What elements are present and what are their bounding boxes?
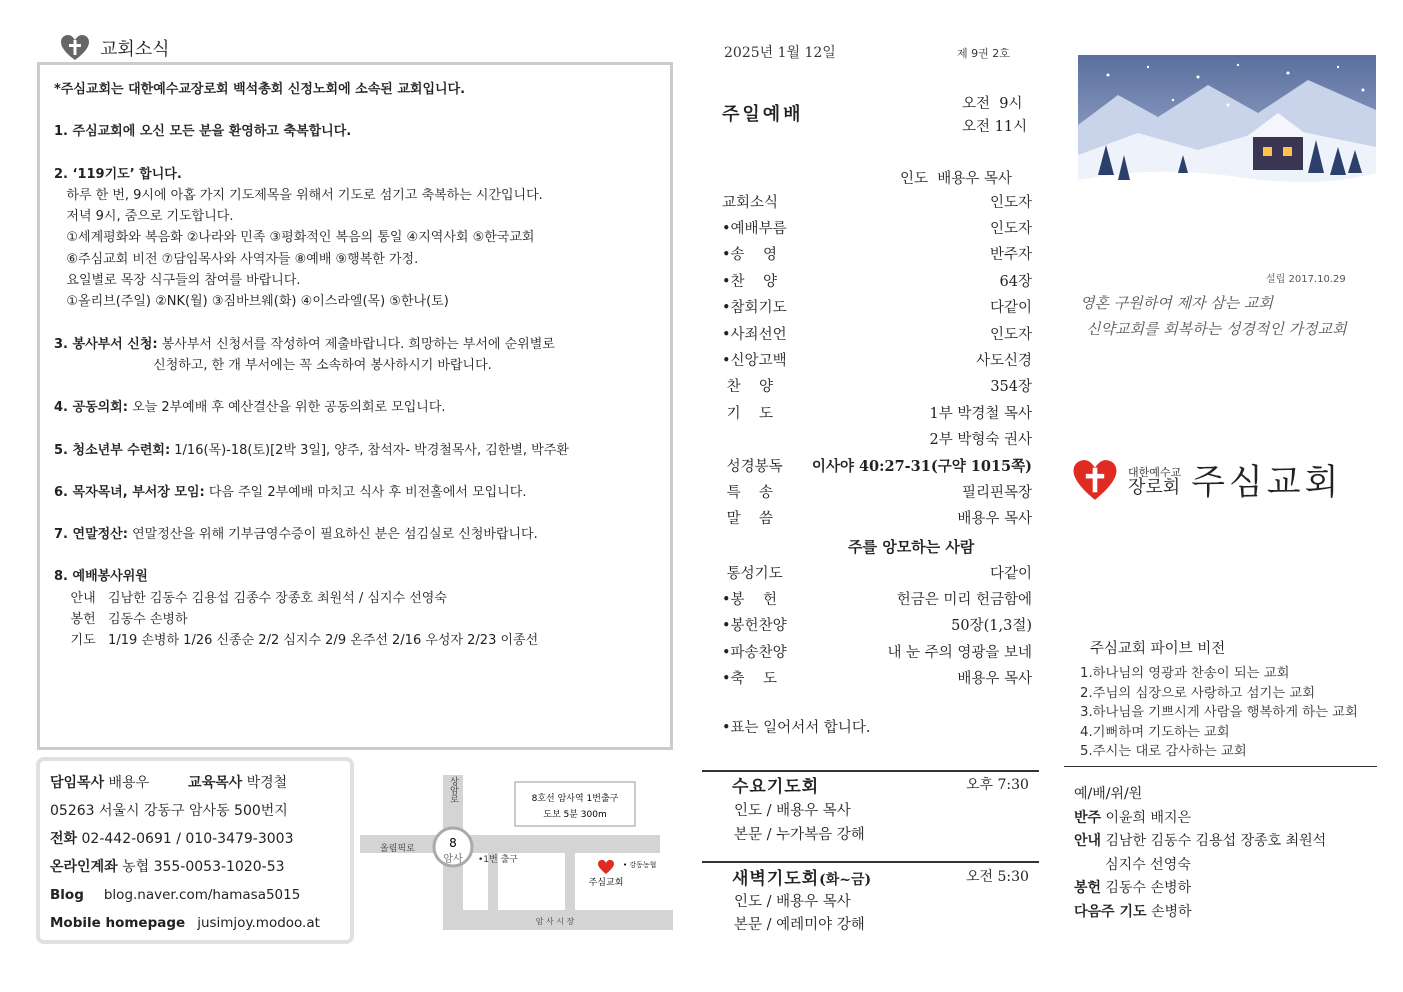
order-row xyxy=(722,373,1032,399)
edu-pastor-label: 교육목사 xyxy=(188,775,243,791)
edu-pastor-name: 박경철 xyxy=(242,775,288,791)
news-box xyxy=(37,62,673,750)
usher-label: 안내 xyxy=(1074,833,1102,850)
church-info-box xyxy=(36,757,354,944)
location-map xyxy=(360,770,680,935)
order-row xyxy=(722,320,1032,346)
order-row xyxy=(722,399,1032,425)
vision-item: 3.하나님을 기쁘시게 사람을 행복하게 하는 교회 xyxy=(1080,705,1358,720)
logo-denomination-2: 장로회 xyxy=(1128,477,1181,498)
usher-names: 김남한 김동수 김용섭 장종호 최원석 xyxy=(1101,833,1327,850)
church-tagline xyxy=(1080,290,1347,342)
order-row xyxy=(722,346,1032,372)
order-row-value: 인도자 xyxy=(989,194,1032,211)
news-item-7 xyxy=(54,524,656,545)
dawn-text: 본문 / 예레미야 강해 xyxy=(734,917,865,933)
news-item-3-head: 3. 봉사부서 신청: xyxy=(54,336,158,352)
tagline-line-2: 신약교회를 회복하는 성경적인 가정교회 xyxy=(1086,320,1347,338)
order-row-label: •신앙고백 xyxy=(722,352,787,369)
worship-committee xyxy=(1064,766,1377,925)
order-row-label: 성경봉독 xyxy=(722,458,783,475)
wednesday-leader: 인도 / 배용우 목사 xyxy=(734,803,851,819)
news-item-4-text: 오늘 2부예배 후 예산결산을 위한 공동의회로 모입니다. xyxy=(127,400,446,416)
news-item-2-line: 하루 한 번, 9시에 아홉 가지 기도제목을 위해서 기도로 섬기고 축복하는 시간입니다. xyxy=(54,187,543,203)
order-row-value: 다같이 xyxy=(989,300,1032,317)
church-map-heart-icon xyxy=(598,860,614,874)
worship-accompany xyxy=(1074,807,1377,831)
accompany-label: 반주 xyxy=(1074,809,1102,826)
order-row-label: 찬 양 xyxy=(722,379,774,396)
divider xyxy=(702,861,1039,863)
sermon-title: 주를 앙모하는 사람 xyxy=(848,538,975,556)
logo-church-name: 주심교회 xyxy=(1191,463,1343,503)
news-item-2-line: 저녁 9시, 줌으로 기도합니다. xyxy=(54,209,234,225)
offering-names: 김동수 손병하 xyxy=(1101,880,1192,897)
order-row-value: 배용우 목사 xyxy=(957,671,1032,688)
phone-line xyxy=(50,825,340,853)
news-item-4 xyxy=(54,397,656,418)
church-logo xyxy=(1072,455,1342,505)
news-item-8-line: 안내 김남한 김동수 김용섭 김종수 장종호 최원석 / 심지수 선영숙 xyxy=(54,590,447,606)
order-row-value: 내 눈 주의 영광을 보네 xyxy=(887,644,1032,661)
news-item-5-head: 5. 청소년부 수련회: xyxy=(54,442,171,458)
phone-label: 전화 xyxy=(50,831,78,847)
order-row xyxy=(722,638,1032,664)
order-row-value: 50장(1,3절) xyxy=(951,618,1032,635)
logo-denomination-1: 대한예수교 xyxy=(1128,466,1182,479)
order-row-label: •찬 양 xyxy=(722,273,778,290)
founded-date: 설립 2017.10.29 xyxy=(1266,274,1346,285)
news-intro: *주심교회는 대한예수교장로회 백석총회 신정노회에 소속된 교회입니다. xyxy=(54,82,466,97)
standing-note: •표는 일어서서 합니다. xyxy=(722,720,871,736)
order-row-label: 교회소식 xyxy=(722,194,779,211)
dawn-time: 오전 5:30 xyxy=(966,869,1029,885)
dawn-title-wrap xyxy=(732,864,871,889)
church-map-label: 주심교회 xyxy=(588,878,624,888)
service-time-2: 오전 11시 xyxy=(962,119,1028,135)
order-row-label: •파송찬양 xyxy=(722,644,787,661)
worship-usher-2: 심지수 선영숙 xyxy=(1074,856,1191,873)
news-item-2-line: 요일별로 목장 식구들의 참여를 바랍니다. xyxy=(54,273,301,289)
news-item-2-line: ①올리브(주일) ②NK(월) ③짐바브웨(화) ④이스라엘(목) ⑤한나(토) xyxy=(54,294,449,310)
news-item-5-text: 1/16(목)-18(토)[2박 3일], 양주, 참석자- 박경철목사, 김한별, 박주환 xyxy=(170,442,569,458)
road-label-olympic: 올림픽로 xyxy=(380,844,415,854)
service-time-1: 오전 9시 xyxy=(962,96,1023,112)
blog-line xyxy=(50,881,340,909)
order-row xyxy=(722,452,1032,478)
news-item-3-line: 신청하고, 한 개 부서에는 꼭 소속하여 봉사하시기 바랍니다. xyxy=(54,357,492,373)
mobile-link[interactable]: jusimjoy.modoo.at xyxy=(197,915,320,931)
news-item-7-text: 연말정산을 위해 기부금영수증이 필요하신 분은 섬김실로 신청바랍니다. xyxy=(127,527,538,543)
dawn-title: 새벽기도회 xyxy=(732,869,820,889)
order-row xyxy=(722,294,1032,320)
order-row-label: 특 송 xyxy=(722,484,774,501)
account-line xyxy=(50,853,340,881)
order-row-value: 반주자 xyxy=(989,247,1032,264)
account: 농협 355-0053-1020-53 xyxy=(117,859,285,875)
bank-label: • 강동농협 xyxy=(623,861,657,869)
order-row-value: 인도자 xyxy=(989,326,1032,343)
subway-note-1: 8호선 암사역 1번출구 xyxy=(531,794,619,804)
mobile-label: Mobile homepage xyxy=(50,915,186,931)
bulletin-volume: 제 9권 2호 xyxy=(957,47,1010,60)
station-name: 암사 xyxy=(443,854,463,865)
vision-title: 주심교회 파이브 비전 xyxy=(1090,641,1226,657)
wednesday-text: 본문 / 누가복음 강해 xyxy=(734,827,865,843)
market-label: 암 사 시 장 xyxy=(535,917,575,926)
news-item-8-line: 기도 1/19 손병하 1/26 신종순 2/2 심지수 2/9 온주선 2/16 우성자 2/23 이종선 xyxy=(54,633,539,649)
wednesday-title: 수요기도회 xyxy=(732,777,820,797)
vision-item: 1.하나님의 영광과 찬송이 되는 교회 xyxy=(1080,666,1290,681)
account-label: 온라인계좌 xyxy=(50,859,118,875)
news-item-2-line: ⑥주심교회 비전 ⑦담임목사와 사역자들 ⑧예배 ⑨행복한 가정. xyxy=(54,251,419,267)
vision-list xyxy=(1080,664,1358,762)
bulletin-date: 2025년 1월 12일 xyxy=(724,45,836,61)
service-leader: 인도 배용우 목사 xyxy=(900,171,1012,187)
order-row-value: 2부 박형숙 권사 xyxy=(929,432,1032,449)
news-item-2-line: ①세계평화와 복음화 ②나라와 민족 ③평화적인 복음의 통일 ④지역사회 ⑤한국교회 xyxy=(54,230,535,246)
order-row xyxy=(722,426,1032,452)
news-item-6 xyxy=(54,482,656,503)
station-number: 8 xyxy=(449,836,457,850)
pastor-label: 담임목사 xyxy=(50,775,105,791)
order-row-label: •봉 헌 xyxy=(722,591,778,608)
order-row xyxy=(722,505,1032,531)
news-item-4-head: 4. 공동의회: xyxy=(54,400,128,416)
offering-label: 봉헌 xyxy=(1074,880,1102,897)
order-row xyxy=(722,585,1032,611)
order-row xyxy=(722,612,1032,638)
news-item-8-head: 8. 예배봉사위원 xyxy=(54,569,148,585)
order-row-label: •사죄선언 xyxy=(722,326,787,343)
blog-label: Blog xyxy=(50,887,84,903)
order-row xyxy=(722,559,1032,585)
order-row xyxy=(722,188,1032,214)
service-title: 주일예배 xyxy=(722,104,804,125)
next-prayer-name: 손병하 xyxy=(1146,903,1192,920)
order-row-value: 354장 xyxy=(990,379,1032,396)
order-row-label: 말 씀 xyxy=(722,511,774,528)
worship-usher xyxy=(1074,830,1377,854)
tagline-line-1: 영혼 구원하여 제자 삼는 교회 xyxy=(1080,294,1273,312)
order-row xyxy=(722,241,1032,267)
order-row-value: 다같이 xyxy=(989,565,1032,582)
vision-item: 4.기뻐하며 기도하는 교회 xyxy=(1080,724,1230,740)
order-row xyxy=(722,267,1032,293)
news-item-3 xyxy=(54,334,656,355)
order-row xyxy=(722,478,1032,504)
news-item-3-text: 봉사부서 신청서를 작성하여 제출바랍니다. 희망하는 부서에 순위별로 xyxy=(157,336,555,352)
order-row-value: 헌금은 미리 헌금함에 xyxy=(896,591,1032,608)
dawn-title-sub: (화~금) xyxy=(819,872,872,888)
order-row-label: •축 도 xyxy=(722,671,778,688)
heart-cross-icon xyxy=(60,34,90,62)
heart-cross-logo-icon xyxy=(1072,457,1118,503)
order-row-value: 이사야 40:27-31(구약 1015쪽) xyxy=(811,457,1032,475)
order-row-value: 필리핀목장 xyxy=(961,484,1032,501)
order-row-label: •참회기도 xyxy=(722,300,787,317)
news-item-5 xyxy=(54,440,656,461)
subway-note-2: 도보 5분 300m xyxy=(543,810,607,820)
order-row-value: 64장 xyxy=(999,273,1032,290)
worship-committee-head: 예/배/위/원 xyxy=(1074,786,1143,802)
blog-link[interactable]: blog.naver.com/hamasa5015 xyxy=(103,887,301,903)
winter-cabin-illustration xyxy=(1078,55,1376,200)
order-row xyxy=(722,214,1032,240)
accompany-names: 이윤희 배지은 xyxy=(1101,809,1192,826)
news-item-6-text: 다음 주일 2부예배 마치고 식사 후 비전홀에서 모입니다. xyxy=(204,484,527,500)
order-row-label: 기 도 xyxy=(722,405,774,422)
news-item-1: 1. 주심교회에 오신 모든 분을 환영하고 축복합니다. xyxy=(54,124,352,140)
order-row-value: 사도신경 xyxy=(975,352,1032,369)
order-row-value: 배용우 목사 xyxy=(957,511,1032,528)
exit-label: •1번 출구 xyxy=(478,855,518,865)
order-row-label: •봉헌찬양 xyxy=(722,618,787,635)
order-row-label: •송 영 xyxy=(722,247,778,264)
wednesday-time: 오후 7:30 xyxy=(966,777,1029,793)
order-row-label: 통성기도 xyxy=(722,565,783,582)
news-item-6-head: 6. 목자목녀, 부서장 모임: xyxy=(54,484,205,500)
address: 05263 서울시 강동구 암사동 500번지 xyxy=(50,803,288,819)
news-item-2-head: 2. ‘119기도’ 합니다. xyxy=(54,166,182,182)
pastor-line xyxy=(50,769,340,797)
order-row-value: 인도자 xyxy=(989,220,1032,237)
vision-item: 2.주님의 심장으로 사랑하고 섬기는 교회 xyxy=(1080,685,1316,701)
news-item-8-line: 봉헌 김동수 손병하 xyxy=(54,612,188,628)
pastor-name: 배용우 xyxy=(104,775,150,791)
road-label-sangam: 상암로 xyxy=(448,776,458,804)
worship-next-prayer xyxy=(1074,901,1377,925)
logo-denomination xyxy=(1128,465,1182,498)
vision-item: 5.주시는 대로 감사하는 교회 xyxy=(1080,744,1247,759)
order-row-label: •예배부름 xyxy=(722,220,787,237)
news-item-7-head: 7. 연말정산: xyxy=(54,527,128,543)
next-prayer-label: 다음주 기도 xyxy=(1074,903,1147,920)
news-header xyxy=(60,34,170,62)
news-title: 교회소식 xyxy=(100,39,170,60)
mobile-line xyxy=(50,909,340,937)
worship-offering xyxy=(1074,877,1377,901)
order-row-value: 1부 박경철 목사 xyxy=(929,405,1032,422)
phone: 02-442-0691 / 010-3479-3003 xyxy=(77,831,294,847)
dawn-leader: 인도 / 배용우 목사 xyxy=(734,894,851,910)
order-row xyxy=(722,665,1032,691)
